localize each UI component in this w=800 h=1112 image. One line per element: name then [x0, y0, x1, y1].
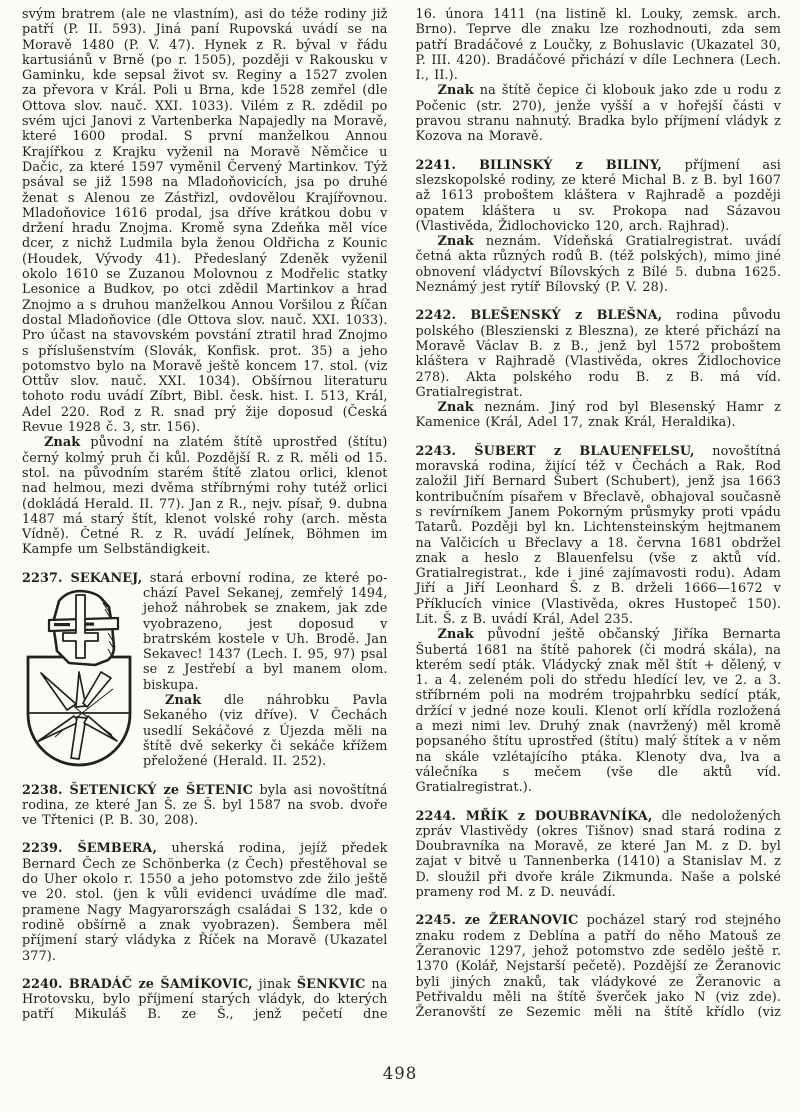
- text-run: pocházel starý rod stejného znaku rodem z Deblína a patří do něho Matouš ze Žeranovic 1297, jehož potomstvo zde sedělo ještě r. 1370 (Kolář, Nejstarší pečetě). Pozdější ze Žeranovic byli jiných znaků, tak vládykové ze Žeranovic a Petřivaldu měli na štítě šverček jako N (viz zde). Žeranovští ze Sezemic měli na štítě křídlo (viz: [415, 913, 781, 1021]
- entry-2245-zeranovic: [416, 913, 782, 1020]
- text-run: svým bratrem (ale ne vlastním), asi do téže rodiny již patří (P. II. 593). Jiná paní Rupovská uvádí se na Moravě 1480 (P. V. 47). Hynek z R. býval v řádu kartusiánů v Brně (po r. 1505), později v Rakousku v Gaminku, kde sepsal život sv. Reginy a 1527 zvolen za převora v Král. Poli u Brna, kde 1528 zemřel (dle Ottova slov. nauč. XXI. 1033). Vilém z R. zdědil po svém ujci Janovi z Vartenberka Napajedly na Moravě, které 1600 prodal. S první manželkou Annou Krajířkou z Krajku vyženil na Moravě Němčice u Dačic, za které 1597 vyměnil Červený Martinkov. Týž psával se již 1598 na Mladoňovicích, jsa po druhé ženat s Alenou ze Zástřizl, ovdovělou Krajířovnou. Mladoňovice 1616 prodal, jsa dříve krátkou dobu v držení hradu Znojma. Kromě syna Zdeňka měl více dcer, z nichž Ludmila byla ženou Oldřicha z Kounic (Houdek, Vývody 41). Předeslaný Zdeněk vyženil okolo 1610 se Zuzanou Molovnou z Modřelic statky Lesonice a Budkov, po otci zdědil Martinkov a hrad Znojmo a s druhou manželkou Annou Voršilou z Říčan dostal Mladoňovice (dle Ottova slov. nauč. XXI. 1033). Pro účast na stavovském povstání ztratil hrad Znojmo s příslušenstvím (Slovák, Konfisk. prot. 35) a jeho potomstvo bylo na Moravě ještě koncem 17. stol. (viz Ottův slov. nauč. XXI. 1034). Obšírnou literaturu tohoto rodu uvádí Zíbrt, Bibl. česk. hist. I. 513, Král, Adel 220. Rod z R. snad prý žije doposud (Česká Revue 1928 č. 3, str. 156).: [22, 7, 388, 436]
- text-run: příjmení asi slezskopolské rodiny, ze které Michal B. z B. byl 1607 až 1613 proboštem kláštera v Rajhradě a později opatem kláštera u sv. Prokopa nad Sázavou (Vlastivěda, Židlochovicko 120, arch. Rajhrad).: [415, 157, 781, 234]
- paragraph: [22, 571, 388, 586]
- entry-heading: Znak: [437, 627, 474, 643]
- axe-blades-icon: [37, 672, 117, 759]
- sekanej-coat-of-arms-illustration: [25, 589, 133, 773]
- znak-paragraph-bilinsky: [416, 234, 782, 295]
- entry-2237-sekanej: [22, 571, 388, 770]
- text-run: dle nedoložených zpráv Vlastivědy (okres Tišnov) snad stará rodina z Doubravníka na Moravě, ze které Jan M. z D. byl zajat v bitvě u Tannenberka (1410) a Stanislav M. z D. sloužil při dvoře krále Zikmunda. Naše a polské prameny rod M. z D. neuvádí.: [415, 808, 781, 901]
- text-run: neznám. Vídeňská Gratialregistrat. uvádí četná akta různých rodů B. (též polských), mimo jiné obnovení vládyctví Bílovských z Bílé 5. dubna 1625. Neznámý jest rytíř Bílovský (P. V. 28).: [415, 234, 781, 296]
- entry-heading: Znak: [437, 83, 474, 99]
- text-run: dle náhrobku Pavla Sekaného (viz dříve). V Čechách usedlí Sekáčové z Újezda měli na štítě dvě sekerky či sekáče křížem přeložené (Herald. II. 252).: [143, 693, 388, 770]
- znak-paragraph-blesensky: [416, 400, 782, 431]
- text-run: rodina původu polského (Bleszienski z Bleszna), ze které přichází na Moravě Václav B. z B., jenž byl 1572 proboštem kláštera v Rajhradě (Vlastivěda, okres Židlochovice 278). Akta polského rodu B. z B. má víd. Gratialregistrat.: [415, 308, 781, 400]
- text-run: uherská rodina, jejíž předek Bernard Čech ze Schönberka (z Čech) přestěhoval se do Uher okolo r. 1550 a jeho potomstvo zde žilo ještě ve 20. stol. (jen k vůli evidenci uvádíme dle maď. pramene Nagy Magyarországh családai S 132, kde o rodině obšírně a znak vyobrazen). Šembera měl příjmení starý vládyka z Říček na Moravě (Ukazatel 377).: [22, 841, 388, 964]
- coat-of-arms-icon: [25, 589, 133, 773]
- entry-2241-bilinsky: [416, 158, 782, 234]
- text-run: původní na zlatém štítě uprostřed (štítu) černý kolmý pruh či kůl. Pozdější R. z R. měli od 15. stol. na původním starém štítě zlatou orlici, klenot nad helmou, mezi dvěma stříbrnými rohy tutéž orlici (dokládá Herald. II. 77). Jan z R., nejv. písař, 9. dubna 1487 má starý štít, klenot volské rohy (arch. města Vídně). Četné R. z R. uvádí Jelínek, Böhmen im Kampfe um Selbständigkeit.: [22, 435, 388, 558]
- text-run: jinak: [252, 976, 297, 992]
- text-run: chází Pavel Sekanej, zemřelý 1494, jehož náhrobek se znakem, jak zde vyobrazeno, jest doposud v bratrském kostele v Uh. Brodě. Jan Sekavec! 1437 (Lech. I. 95, 97) psal se z Jestřebí a byl manem olom. biskupa.: [143, 585, 388, 693]
- znak-paragraph-subert: [416, 627, 782, 795]
- entry-2244-mrik: [416, 809, 782, 901]
- text-run: novoštítná moravská rodina, žijící též v Čechách a Rak. Rod založil Jiří Bernard Šubert (Schubert), jenž jsa 1663 kontribučním písařem v Břeclavě, obhajoval současně s revírníkem Janem Pokorným průsmyky proti vpádu Tatarů. Později byl kn. Lichtensteinským hejtmanem na Valčicích u Břeclavy a 18. června 1681 obdržel znak a heslo z Blauenfelsu (vše z aktů víd. Gratialregistrat., kde i jiné zajímavosti rodu). Adam Jiří a Jiří Leonhard Š. z B. drželi 1666—1672 v Příklucích vinice (Vlastivěda, okres Hustopeč 150). Lit. Š. z B. uvádí Král, Adel 235.: [415, 443, 781, 627]
- entry-heading: 2240. BRADÁČ ze ŠAMÍKOVIC,: [22, 976, 253, 992]
- entry-heading: ŠENKVIC: [296, 976, 366, 992]
- entry-heading: 2245. ze ŽERANOVIC: [415, 913, 579, 929]
- text-run: neznám. Jiný rod byl Blesenský Hamr z Kamenice (Král, Adel 17, znak Král, Heraldika).: [415, 400, 781, 431]
- text-run: na Hrotovsku, bylo příjmení starých vládyk, do kterých patří Mikuláš B. ze Š., jenž pečetí dne: [22, 976, 388, 1023]
- entry-heading: Znak: [44, 435, 81, 451]
- entry-heading: 2244. MŘÍK z DOUBRAVNÍKA,: [415, 808, 653, 824]
- entry-2240-bradac: [22, 977, 388, 1023]
- text-run: na štítě čepice či klobouk jako zde u rodu z Počenic (str. 270), jenže vyšší a v hořejší části v pravou stranu nahnutý. Bradka bylo příjmení vládyk z Kozova na Moravě.: [415, 83, 781, 145]
- text-run: původní ještě občanský Jiříka Bernarta Šubertá 1681 na štítě pahorek (či modrá skála), na kterém sedí pták. Vládycký znak měl štít + dělený, v 1. a 4. zeleném poli do středu hledící lev, ve 2. a 3. stříbrném poli na modrém trojpahrbku sedící pták, držící v jedné noze kouli. Klenot orlí křídla rozložená a mezi nimi lev. Druhý znak (navržený) měl kromě popsaného štítu uprostřed (štítu) malý štítek a v něm na skále vzlétajícího ptáka. Klenoty dva, lva a válečníka s mečem (vše dle aktů víd. Gratialregistrat.).: [415, 627, 781, 796]
- shield-icon: [28, 657, 130, 765]
- text-run: 16. února 1411 (na listině kl. Louky, zemsk. arch. Brno). Teprve dle znaku lze rozhodnouti, zda sem patří Bradáčové z Loučky, z Bohuslavic (Ukazatel 30, P. III. 420). Bradáčové přichází v díle Lechnera (Lech. I., II.).: [415, 7, 781, 84]
- entry-2238-setenicky: [22, 783, 388, 829]
- text-run: stará erbovní rodina, ze které po-: [142, 570, 388, 586]
- entry-2239-sembera: [22, 841, 388, 963]
- entry-heading: Znak: [437, 234, 474, 250]
- entry-heading: Znak: [437, 400, 474, 416]
- entry-heading: 2241. BILINSKÝ z BILINY,: [415, 157, 662, 173]
- znak-paragraph-bradac: [416, 83, 782, 144]
- entry-2243-subert: [416, 444, 782, 628]
- left-column: [22, 7, 388, 1023]
- figure-text-wrap: [22, 586, 388, 770]
- entry-2242-blesensky: [416, 308, 782, 400]
- right-column: [416, 7, 782, 1023]
- entry-heading: 2242. BLEŠENSKÝ z BLEŠNA,: [415, 308, 663, 324]
- great-helm-icon: [49, 591, 118, 665]
- entry-heading: 2243. ŠUBERT z BLAUENFELSU,: [415, 443, 695, 459]
- entry-heading: 2237. SEKANEJ,: [22, 570, 143, 586]
- page-number: 498: [382, 1064, 418, 1083]
- entry-heading: 2238. ŠETENICKÝ ze ŠETENIC: [22, 782, 253, 798]
- text-run: byla asi novoštítná rodina, ze které Jan Š. ze Š. byl 1587 na svob. dvoře ve Třtenici (P. B. 30, 208).: [22, 782, 388, 829]
- entry-heading: 2239. ŠEMBERA,: [22, 841, 158, 857]
- continuation-paragraph-bradac: [416, 7, 782, 83]
- znak-paragraph-rupovsky: [22, 435, 388, 557]
- continuation-paragraph-rupovsky: [22, 7, 388, 435]
- entry-heading: Znak: [165, 693, 202, 709]
